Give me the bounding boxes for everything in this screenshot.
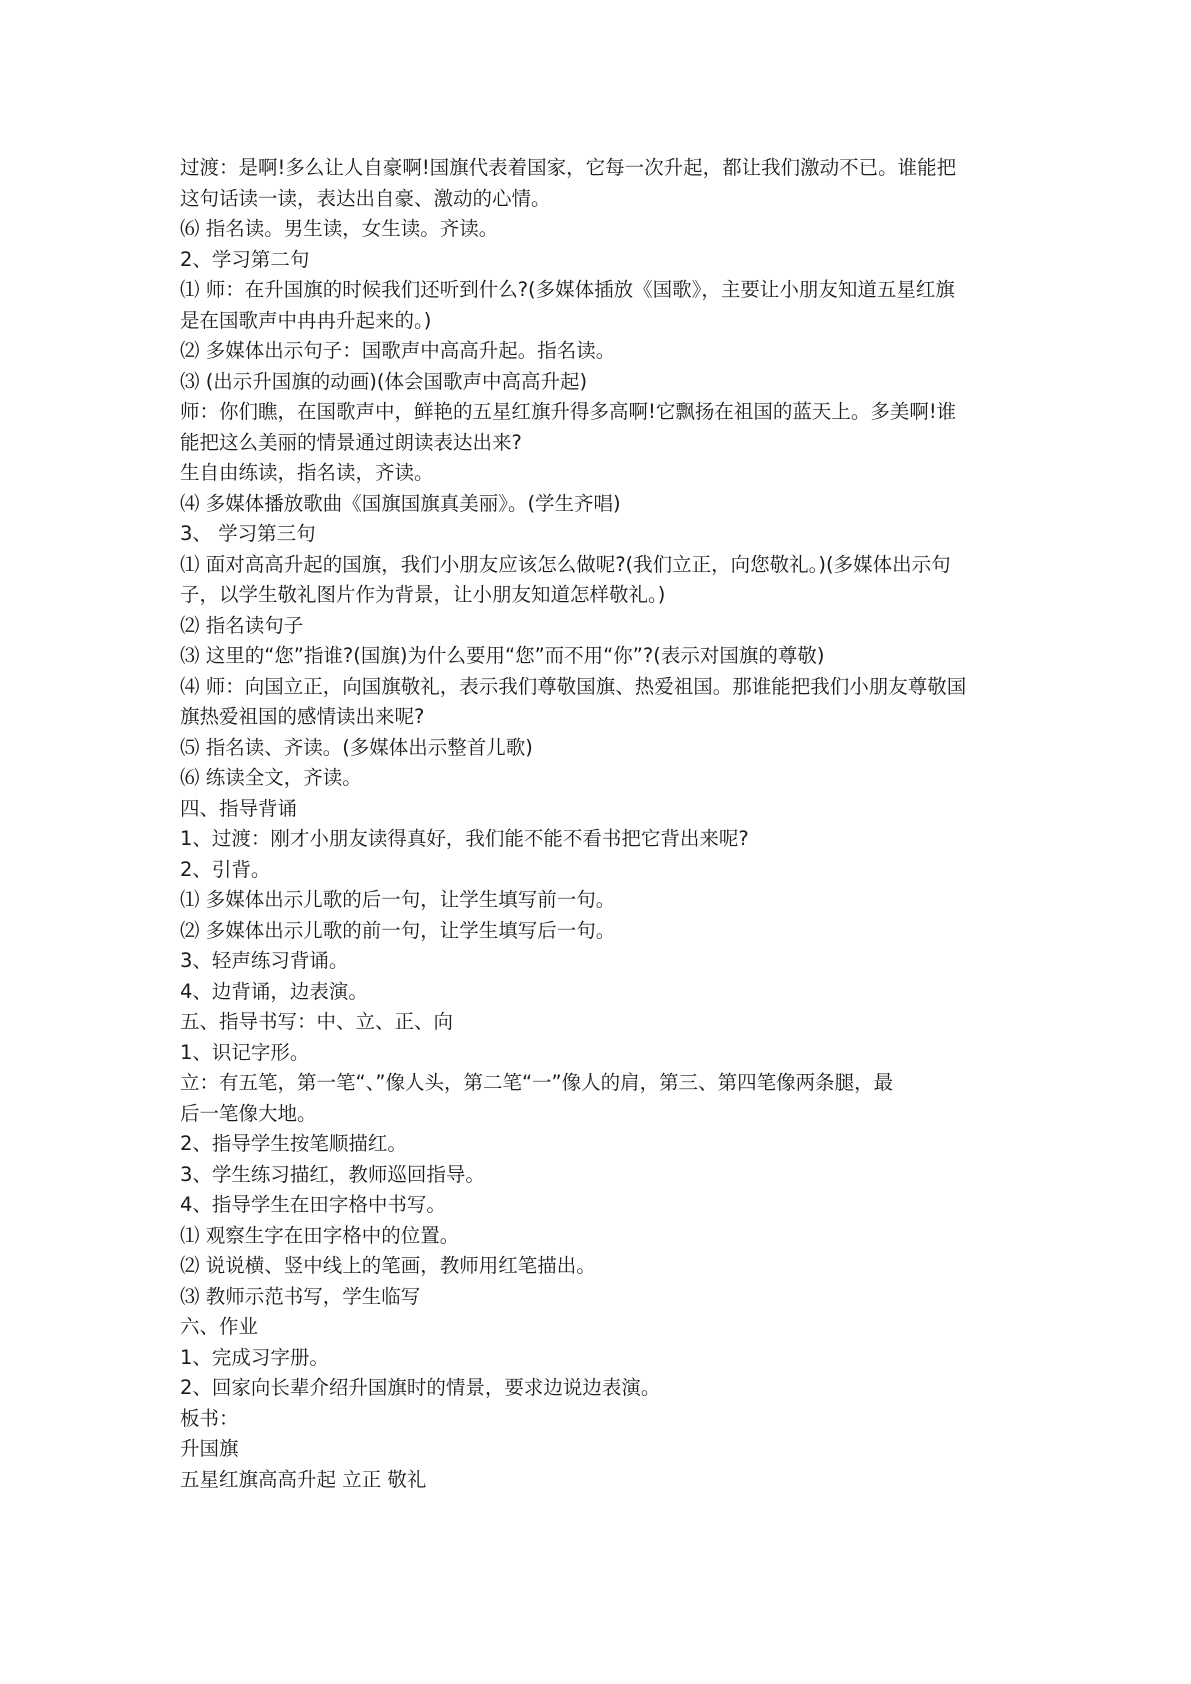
text-line: 4、指导学生在田字格中书写。 bbox=[180, 1193, 446, 1216]
text-line: 2、指导学生按笔顺描红。 bbox=[180, 1132, 407, 1155]
text-line: 过渡：是啊!多么让人自豪啊!国旗代表着国家，它每一次升起，都让我们激动不已。谁能把 bbox=[180, 156, 957, 179]
board-title: 升国旗 bbox=[180, 1437, 239, 1460]
text-line: 生自由练读，指名读，齐读。 bbox=[180, 461, 434, 484]
text-line: ⑷ 多媒体播放歌曲《国旗国旗真美丽》。(学生齐唱) bbox=[180, 491, 621, 515]
text-line: ⑷ 师：向国立正，向国旗敬礼，表示我们尊敬国旗、热爱祖国。那谁能把我们小朋友尊敬国 bbox=[180, 674, 967, 698]
document-body bbox=[180, 153, 1020, 1495]
text-line: 旗热爱祖国的感情读出来呢? bbox=[180, 705, 425, 728]
text-line: ⑴ 师：在升国旗的时候我们还听到什么?(多媒体插放《国歌》，主要让小朋友知道五星红旗 bbox=[180, 278, 955, 301]
text-line: ⑹ 指名读。男生读，女生读。齐读。 bbox=[180, 217, 499, 240]
text-line: ⑵ 说说横、竖中线上的笔画，教师用红笔描出。 bbox=[180, 1254, 596, 1277]
text-line: 1、识记字形。 bbox=[180, 1040, 310, 1064]
text-line: ⑶ 这里的“您”指谁?(国旗)为什么要用“您”而不用“你”?(表示对国旗的尊敬) bbox=[180, 644, 825, 667]
text-line: 4、边背诵，边表演。 bbox=[180, 979, 368, 1003]
text-line: 2、回家向长辈介绍升国旗时的情景，要求边说边表演。 bbox=[180, 1376, 661, 1399]
text-line: 立：有五笔，第一笔“、”像人头，第二笔“一”像人的肩，第三、第四笔像两条腿，最 bbox=[180, 1071, 894, 1094]
text-line: ⑶ (出示升国旗的动画)(体会国歌声中高高升起) bbox=[180, 369, 588, 393]
text-line: ⑴ 多媒体出示儿歌的后一句，让学生填写前一句。 bbox=[180, 888, 616, 911]
text-line: 1、过渡：刚才小朋友读得真好，我们能不能不看书把它背出来呢? bbox=[180, 827, 749, 850]
text-line: 3、 学习第三句 bbox=[180, 522, 316, 545]
text-line: ⑵ 多媒体出示句子：国歌声中高高升起。指名读。 bbox=[180, 339, 616, 362]
section-heading: 六、作业 bbox=[180, 1315, 259, 1338]
text-line: ⑸ 指名读、齐读。(多媒体出示整首儿歌) bbox=[180, 735, 533, 759]
board-heading: 板书： bbox=[180, 1406, 239, 1430]
text-line: ⑵ 指名读句子 bbox=[180, 613, 304, 637]
text-line: 2、引背。 bbox=[180, 857, 271, 881]
text-line: ⑶ 教师示范书写，学生临写 bbox=[180, 1284, 421, 1308]
text-line: ⑴ 观察生字在田字格中的位置。 bbox=[180, 1223, 460, 1247]
section-heading: 四、指导背诵 bbox=[180, 796, 298, 820]
text-line: 1、完成习字册。 bbox=[180, 1345, 329, 1369]
text-line: ⑴ 面对高高升起的国旗，我们小朋友应该怎么做呢?(我们立正，向您敬礼。)(多媒体出示句 bbox=[180, 552, 951, 576]
text-line: 3、学生练习描红，教师巡回指导。 bbox=[180, 1162, 485, 1186]
text-line: 后一笔像大地。 bbox=[180, 1101, 317, 1125]
text-line: 这句话读一读，表达出自豪、激动的心情。 bbox=[180, 186, 551, 210]
text-line: 子，以学生敬礼图片作为背景，让小朋友知道怎样敬礼。) bbox=[180, 583, 666, 606]
text-line: 能把这么美丽的情景通过朗读表达出来? bbox=[180, 430, 522, 454]
board-content: 五星红旗高高升起 立正 敬礼 bbox=[180, 1467, 427, 1491]
text-line: 师：你们瞧，在国歌声中，鲜艳的五星红旗升得多高啊!它飘扬在祖国的蓝天上。多美啊!谁 bbox=[180, 400, 957, 423]
section-heading: 五、指导书写：中、立、正、向 bbox=[180, 1010, 454, 1033]
text-line: 2、学习第二句 bbox=[180, 247, 310, 271]
text-line: ⑵ 多媒体出示儿歌的前一句，让学生填写后一句。 bbox=[180, 918, 616, 942]
text-line: 3、轻声练习背诵。 bbox=[180, 949, 349, 972]
text-line: 是在国歌声中冉冉升起来的。) bbox=[180, 308, 432, 332]
text-line: ⑹ 练读全文，齐读。 bbox=[180, 766, 362, 789]
